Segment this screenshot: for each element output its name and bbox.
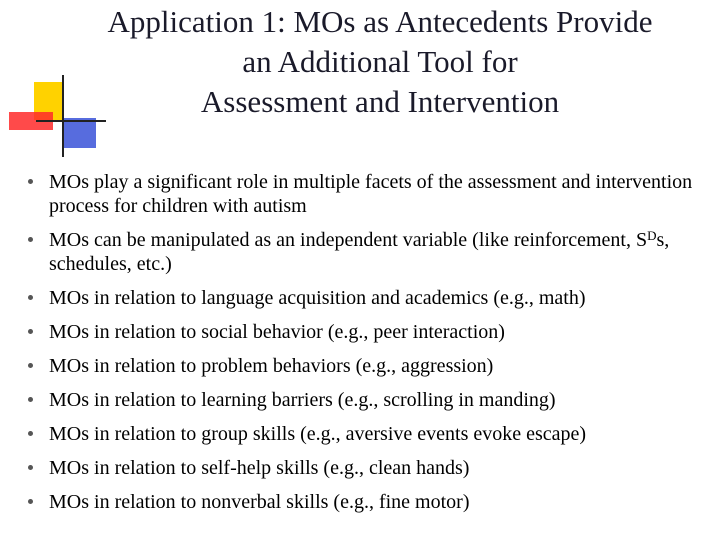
title-line-1: Application 1: MOs as Antecedents Provide: [107, 4, 653, 39]
bullet-icon: [28, 329, 33, 334]
bullet-text: MOs in relation to language acquisition and academics (e.g., math): [49, 287, 586, 309]
bullet-text: MOs in relation to social behavior (e.g., peer interaction): [49, 321, 505, 343]
slide-title: [40, 2, 720, 122]
title-line-3: Assessment and Intervention: [200, 84, 560, 119]
bullet-text: MOs in relation to learning barriers (e.g., scrolling in manding): [49, 389, 556, 411]
bullet-text-after: s, schedules, etc.): [49, 229, 670, 275]
bullet-item: [0, 388, 720, 412]
bullet-icon: [28, 179, 33, 184]
bullet-list: [0, 170, 720, 524]
bullet-icon: [28, 499, 33, 504]
bullet-text: MOs in relation to self-help skills (e.g., clean hands): [49, 457, 470, 479]
bullet-item: [0, 422, 720, 446]
bullet-text: MOs in relation to problem behaviors (e.g., aggression): [49, 355, 494, 377]
bullet-icon: [28, 363, 33, 368]
bullet-text: MOs in relation to nonverbal skills (e.g., fine motor): [49, 491, 470, 513]
bullet-item: [0, 320, 720, 344]
bullet-item: [0, 170, 720, 218]
bullet-item: [0, 490, 720, 514]
bullet-text: MOs play a significant role in multiple facets of the assessment and intervention process for children with autism: [49, 171, 693, 217]
bullet-item: [0, 286, 720, 310]
bullet-item: [0, 354, 720, 378]
bullet-item: [0, 228, 720, 276]
title-line-2: an Additional Tool for: [242, 44, 518, 79]
bullet-icon: [28, 431, 33, 436]
bullet-icon: [28, 397, 33, 402]
bullet-text: MOs in relation to group skills (e.g., aversive events evoke escape): [49, 423, 587, 445]
bullet-icon: [28, 237, 33, 242]
bullet-text-before: MOs can be manipulated as an independent variable (like reinforcement, S: [49, 229, 648, 251]
bullet-icon: [28, 465, 33, 470]
bullet-item: [0, 456, 720, 480]
logo-blue-square: [62, 118, 96, 148]
bullet-icon: [28, 295, 33, 300]
bullet-superscript: D: [647, 228, 657, 243]
